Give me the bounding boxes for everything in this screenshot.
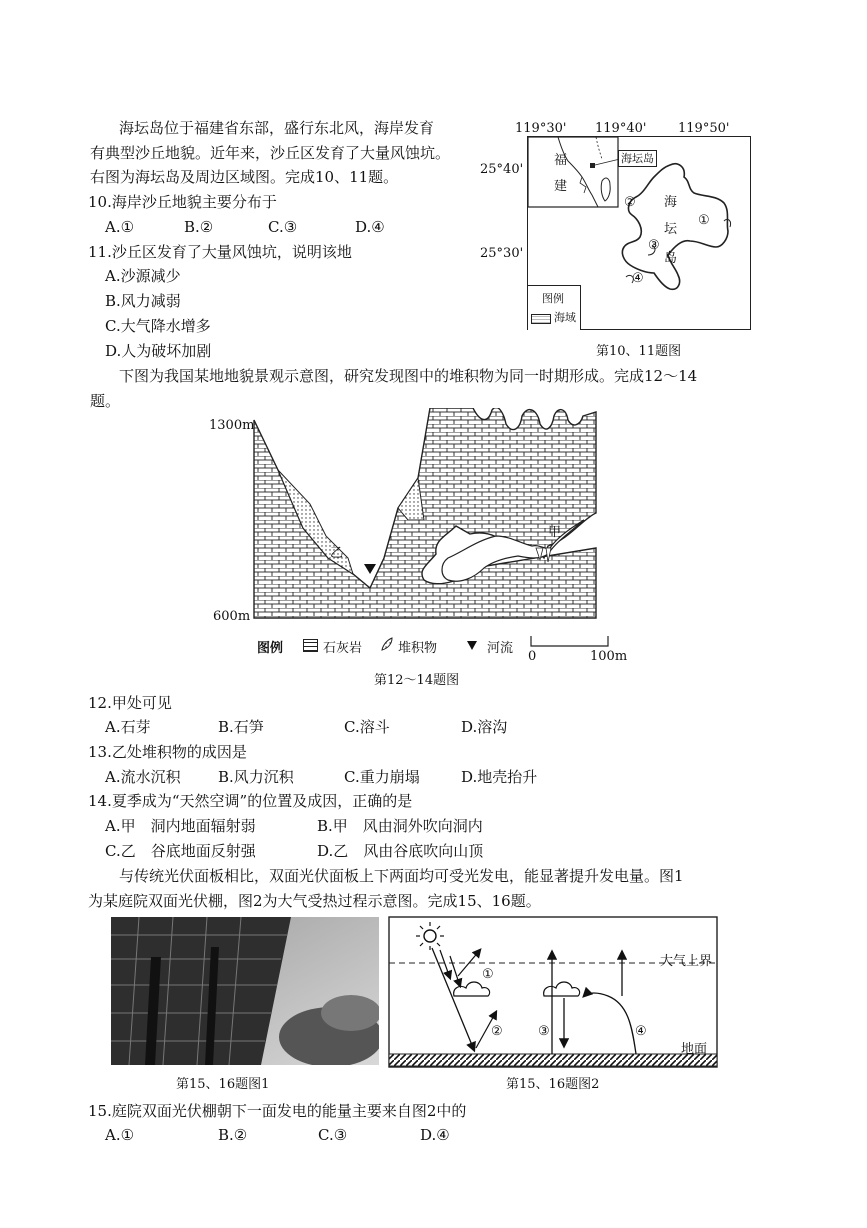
fig2-mark-3: ③ xyxy=(538,1024,550,1039)
map-province-char-2: 建 xyxy=(554,179,568,194)
map-mark-2: ② xyxy=(624,195,636,210)
solar-canopy-photo xyxy=(111,917,379,1065)
q15-option-c[interactable]: C.③ xyxy=(318,1126,348,1144)
profile-label-jia: 甲 xyxy=(548,525,562,540)
limestone-icon xyxy=(303,639,318,652)
sea-swatch-icon xyxy=(531,314,551,324)
intro1-line2: 有典型沙丘地貌。近年来，沙丘区发育了大量风蚀坑。 xyxy=(90,144,451,162)
map-mark-4: ④ xyxy=(632,271,644,286)
river-icon xyxy=(466,639,478,651)
intro2-line1: 下图为我国某地地貌景观示意图，研究发现图中的堆积物为同一时期形成。完成12～14 xyxy=(119,367,698,385)
intro2-line2: 题。 xyxy=(90,392,121,410)
q10-option-d[interactable]: D.④ xyxy=(355,218,385,236)
profile-bottom-label: 600m xyxy=(213,609,251,624)
scale-zero: 0 xyxy=(528,649,537,664)
haitan-map xyxy=(527,136,751,330)
q11-option-b[interactable]: B.风力减弱 xyxy=(105,292,181,310)
scale-100m: 100m xyxy=(590,649,628,664)
profile-legend-limestone: 石灰岩 xyxy=(323,641,363,656)
map-lon-3: 119°50' xyxy=(678,121,730,136)
map-legend-title: 图例 xyxy=(542,292,564,305)
map-lon-2: 119°40' xyxy=(595,121,647,136)
q11-option-c[interactable]: C.大气降水增多 xyxy=(105,317,211,335)
intro3-line1: 与传统光伏面板相比，双面光伏面板上下两面均可受光发电，能显著提升发电量。图1 xyxy=(119,867,684,885)
map-mark-1: ① xyxy=(698,213,710,228)
q10-stem: 10.海岸沙丘地貌主要分布于 xyxy=(88,193,277,211)
fig2-ground-label: 地面 xyxy=(681,1042,708,1057)
fig2-mark-1: ① xyxy=(482,967,494,982)
q12-option-b[interactable]: B.石笋 xyxy=(218,718,264,736)
q13-option-d[interactable]: D.地壳抬升 xyxy=(461,768,538,786)
q10-option-b[interactable]: B.② xyxy=(184,218,214,236)
map-legend-item: 海域 xyxy=(554,311,576,324)
q14-stem: 14.夏季成为“天然空调”的位置及成因，正确的是 xyxy=(88,792,413,810)
deposit-icon xyxy=(380,637,394,651)
profile-label-yi: 乙 xyxy=(330,546,344,561)
fig2-mark-2: ② xyxy=(491,1024,503,1039)
map-lat-2: 25°30' xyxy=(480,246,524,261)
map-inset-label: 海坛岛 xyxy=(618,150,657,167)
q10-option-a[interactable]: A.① xyxy=(105,218,135,236)
map-caption: 第10、11题图 xyxy=(596,344,682,359)
q13-option-c[interactable]: C.重力崩塌 xyxy=(344,768,420,786)
q14-option-a[interactable]: A.甲 洞内地面辐射弱 xyxy=(105,817,256,835)
q12-option-d[interactable]: D.溶沟 xyxy=(461,718,508,736)
map-lat-1: 25°40' xyxy=(480,162,524,177)
intro3-line2: 为某庭院双面光伏棚，图2为大气受热过程示意图。完成15、16题。 xyxy=(88,892,541,910)
q12-option-a[interactable]: A.石芽 xyxy=(105,718,151,736)
q11-option-d[interactable]: D.人为破坏加剧 xyxy=(105,342,212,360)
q15-option-b[interactable]: B.② xyxy=(218,1126,248,1144)
q15-option-a[interactable]: A.① xyxy=(105,1126,135,1144)
scale-bar xyxy=(530,634,610,648)
profile-top-label: 1300m xyxy=(209,418,255,433)
profile-legend-title: 图例 xyxy=(257,641,284,656)
fig2-mark-4: ④ xyxy=(635,1024,647,1039)
map-island-char-1: 海 xyxy=(664,195,678,210)
map-lon-1: 119°30' xyxy=(515,121,567,136)
profile-legend-river: 河流 xyxy=(487,641,514,656)
q13-option-b[interactable]: B.风力沉积 xyxy=(218,768,294,786)
map-province-char-1: 福 xyxy=(554,153,568,168)
q14-option-d[interactable]: D.乙 风由谷底吹向山顶 xyxy=(317,842,484,860)
q15-option-d[interactable]: D.④ xyxy=(420,1126,450,1144)
map-legend xyxy=(528,285,581,330)
profile-caption: 第12～14题图 xyxy=(374,673,460,688)
map-island-char-3: 岛 xyxy=(664,251,678,266)
q14-option-b[interactable]: B.甲 风由洞外吹向洞内 xyxy=(317,817,483,835)
fig1-caption: 第15、16题图1 xyxy=(176,1077,270,1092)
atmosphere-heating-diagram xyxy=(388,916,718,1068)
q14-option-c[interactable]: C.乙 谷底地面反射强 xyxy=(105,842,256,860)
karst-profile-graphic xyxy=(248,408,608,623)
q13-option-a[interactable]: A.流水沉积 xyxy=(105,768,181,786)
map-island-char-2: 坛 xyxy=(664,222,678,237)
q12-option-c[interactable]: C.溶斗 xyxy=(344,718,390,736)
profile-legend-deposit: 堆积物 xyxy=(398,641,438,656)
fig2-caption: 第15、16题图2 xyxy=(506,1077,600,1092)
intro1-line3: 右图为海坛岛及周边区域图。完成10、11题。 xyxy=(90,168,399,186)
fig2-top-label: 大气上界 xyxy=(660,954,713,969)
q11-stem: 11.沙丘区发育了大量风蚀坑，说明该地 xyxy=(88,243,352,261)
map-mark-3: ③ xyxy=(648,238,660,253)
q15-stem: 15.庭院双面光伏棚朝下一面发电的能量主要来自图2中的 xyxy=(88,1102,467,1120)
q10-option-c[interactable]: C.③ xyxy=(268,218,298,236)
q11-option-a[interactable]: A.沙源减少 xyxy=(105,267,181,285)
intro1-line1: 海坛岛位于福建省东部，盛行东北风，海岸发育 xyxy=(119,119,435,137)
q12-stem: 12.甲处可见 xyxy=(88,694,172,712)
q13-stem: 13.乙处堆积物的成因是 xyxy=(88,743,247,761)
